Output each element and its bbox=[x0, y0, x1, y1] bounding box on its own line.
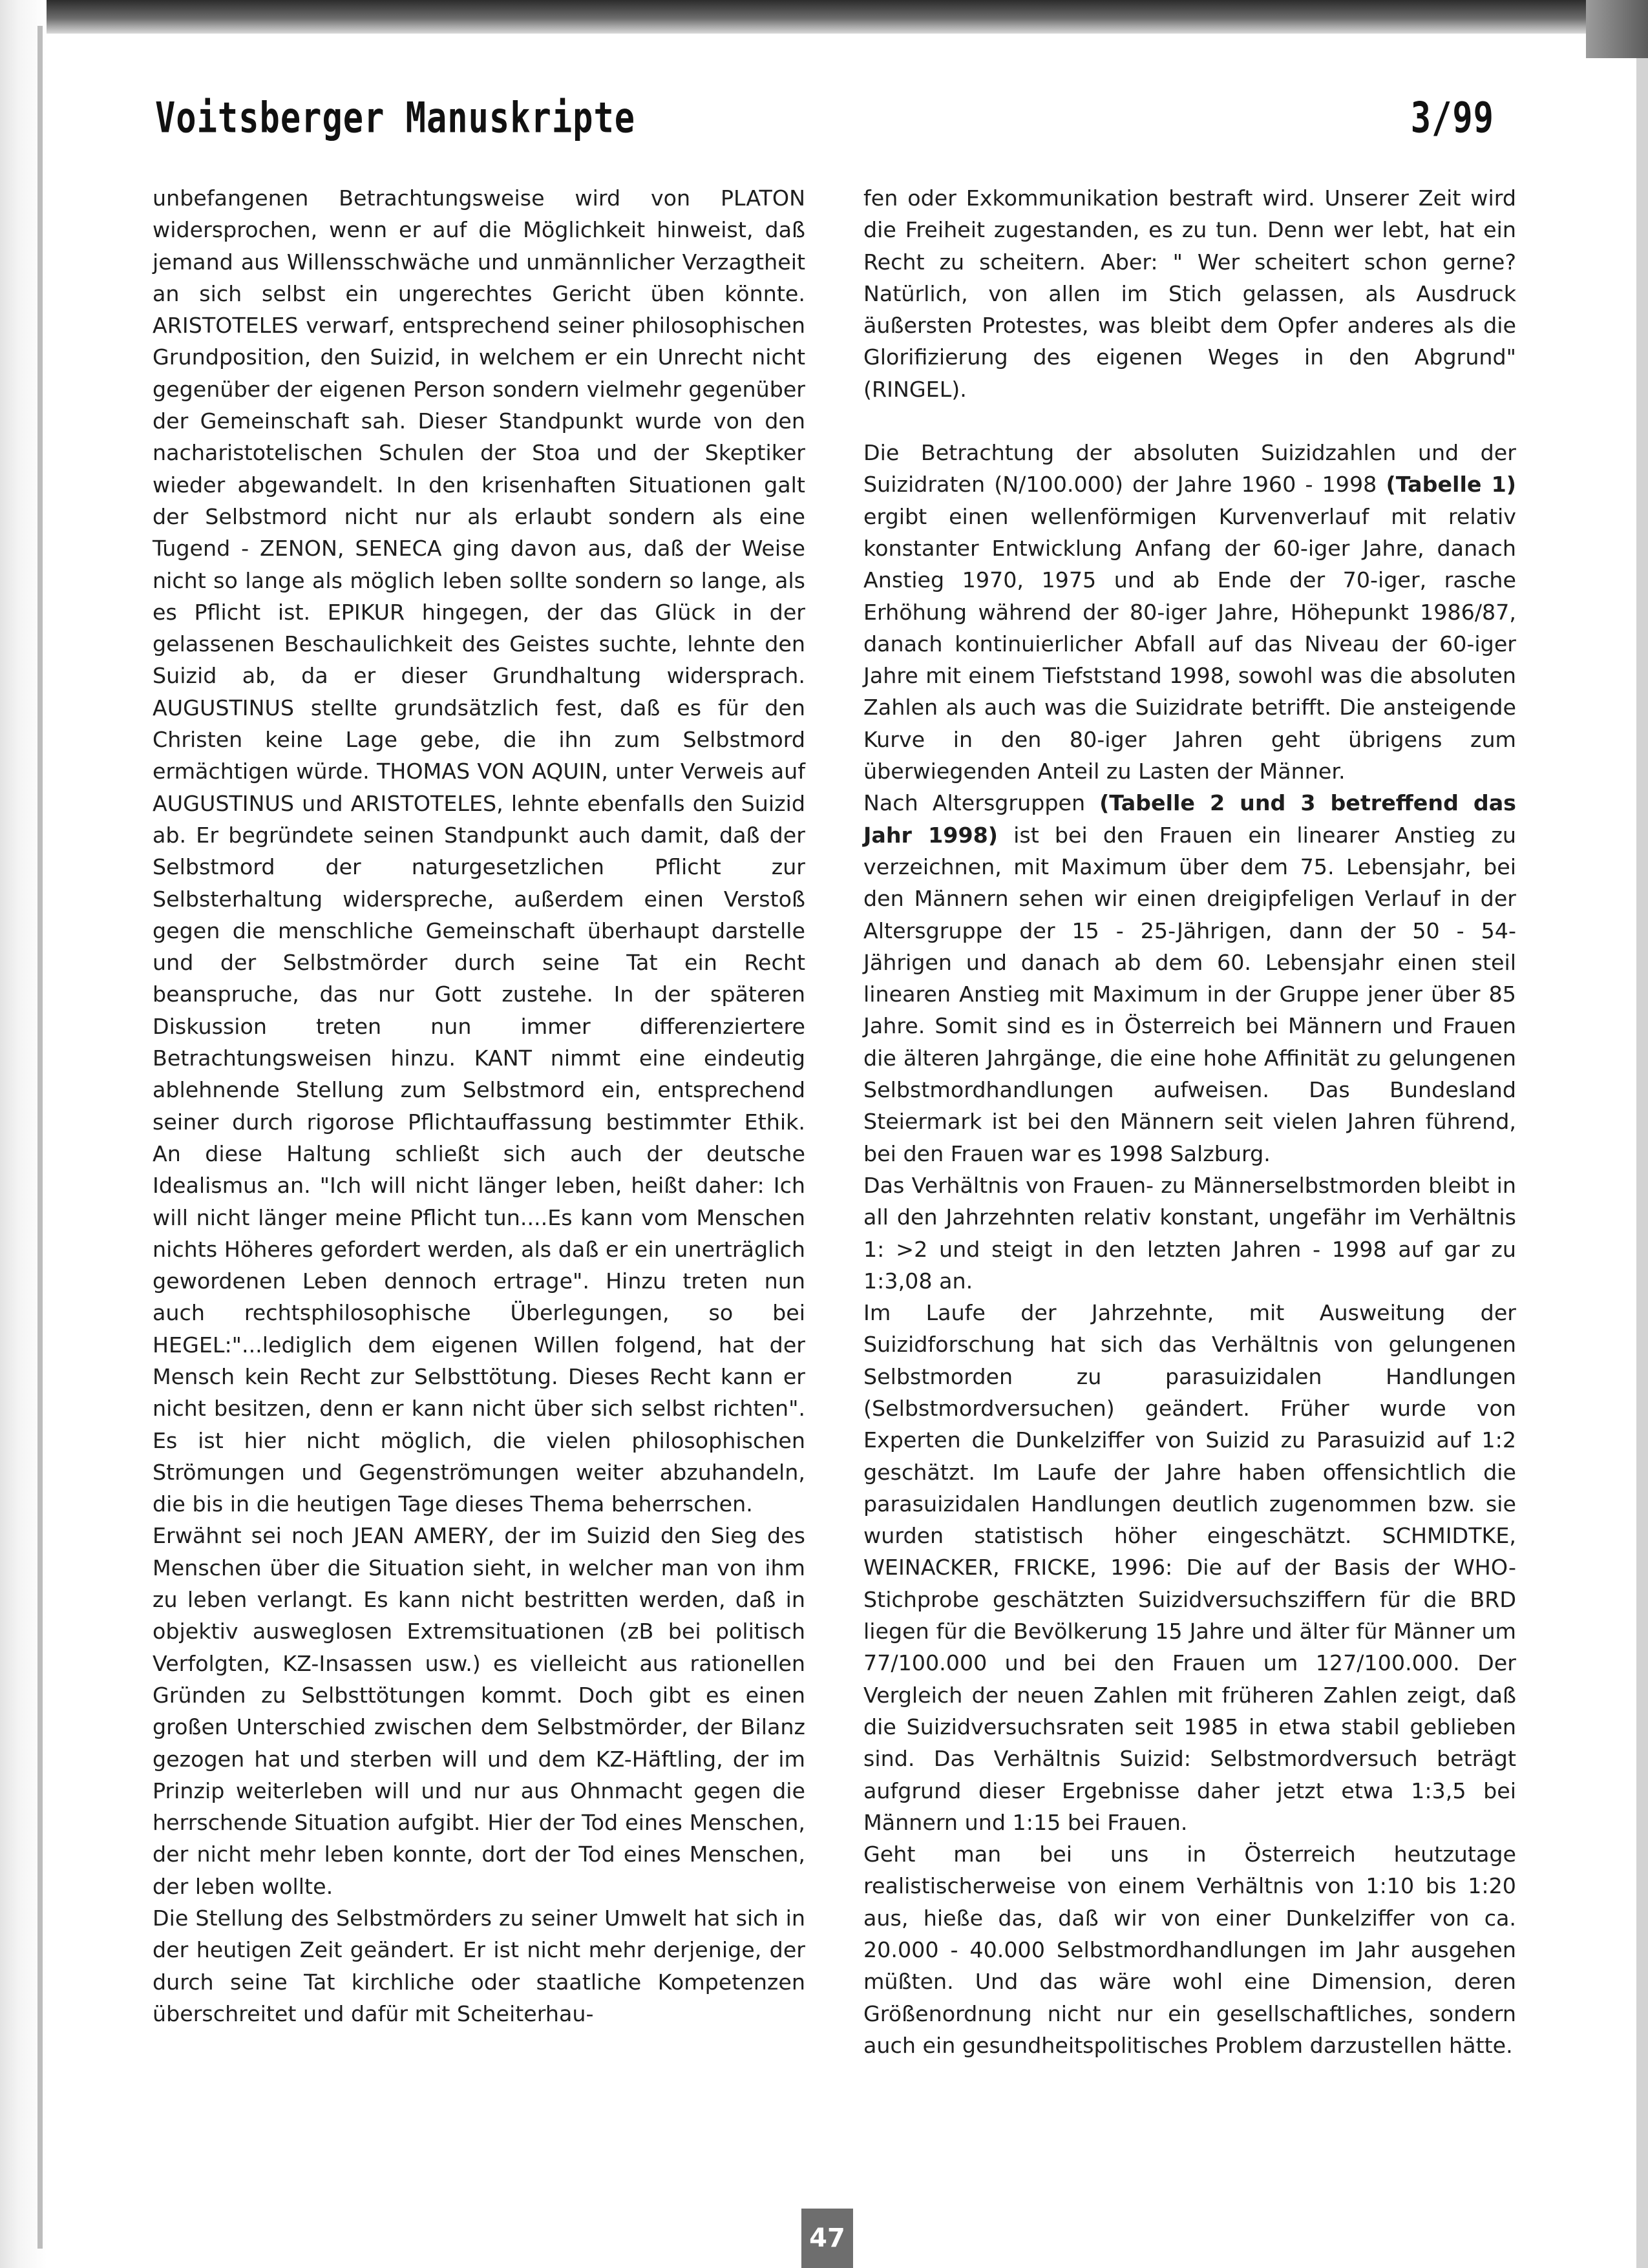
paragraph: fen oder Exkommunikation bestraft wird. Unserer Zeit wird die Freiheit zugestanden, es zu tun. Denn wer lebt, hat ein Recht zu scheitern. Aber: " Wer scheitert schon gerne? Natürlich, von allen im Stich gelassen, als Ausdruck äußersten Protestes, was bleibt dem Opfer anderes als die Glorifizierung des eigenen Weges in den Abgrund" (RINGEL). bbox=[863, 185, 1516, 402]
paragraph bbox=[863, 437, 1516, 787]
paragraph: Geht man bei uns in Österreich heutzutage realistischerweise von einem Verhältnis von 1:10 bis 1:20 aus, hieße das, daß wir von einer Dunkelziffer von ca. 20.000 - 40.000 Selbstmordhandlungen im Jahr ausgehen müßten. Und das wäre wohl eine Dimension, deren Größenordnung nicht nur ein gesellschaftliches, sondern auch ein gesundheitspolitisches Problem darzustellen hätte. bbox=[863, 1842, 1516, 2058]
right-column bbox=[863, 182, 1516, 2061]
scan-right-edge bbox=[1636, 58, 1648, 2268]
issue-number: 3/99 bbox=[1410, 94, 1494, 143]
paragraph-text: Nach Altersgruppen bbox=[863, 790, 1100, 816]
running-header bbox=[155, 96, 1494, 141]
paragraph-gap bbox=[863, 405, 1516, 437]
paragraph bbox=[863, 787, 1516, 1170]
paragraph: Erwähnt sei noch JEAN AMERY, der im Suizid den Sieg des Menschen über die Situation sieht, in welcher man von ihm zu leben verlangt. Es kann nicht bestritten werden, daß in objektiv ausweglosen Extremsituationen (zB bei politisch Verfolgten, KZ-Insassen usw.) es vielleicht aus rationellen Gründen zu Selbsttötungen kommt. Doch gibt es einen großen Unterschied zwischen dem Selbstmörder, der Bilanz gezogen hat und sterben will und dem KZ-Häftling, der im Prinzip weiterleben will und nur aus Ohnmacht gegen die herrschende Situation aufgibt. Hier der Tod eines Menschen, der nicht mehr leben konnte, dort der Tod eines Menschen, der leben wollte. bbox=[153, 1523, 805, 1899]
paragraph-text: Die Betrachtung der absoluten Suizidzahlen und der Suizidraten (N/100.000) der Jahre 1960 - 1998 bbox=[863, 440, 1516, 498]
table-reference: (Tabelle 1) bbox=[1386, 472, 1516, 498]
page-number: 47 bbox=[801, 2209, 853, 2268]
paragraph: Im Laufe der Jahrzehnte, mit Ausweitung der Suizidforschung hat sich das Verhältnis von gelungenen Selbstmorden zu parasuizidalen Handlungen (Selbstmordversuchen) geändert. Früher wurde von Experten die Dunkelziffer von Suizid zu Parasuizid auf 1:2 geschätzt. Im Laufe der Jahre haben offensichtlich die parasuizidalen Handlungen deutlich zugenommen bzw. sie wurden statistisch höher eingeschätzt. SCHMIDTKE, WEINACKER, FRICKE, 1996: Die auf der Basis der WHO-Stichprobe geschätzten Suizidversuchsziffern für die BRD liegen für die Bevölkerung 15 Jahre und älter für Männer um 77/100.000 und bei den Frauen um 127/100.000. Der Vergleich der neuen Zahlen mit früheren Zahlen zeigt, daß die Suizidversuchsraten seit 1985 in etwa stabil geblieben sind. Das Verhältnis Suizid: Selbstmordversuch beträgt aufgrund dieser Ergebnisse daher jetzt etwa 1:3,5 bei Männern und 1:15 bei Frauen. bbox=[863, 1300, 1516, 1835]
paragraph-text: ist bei den Frauen ein linearer Anstieg zu verzeichnen, mit Maximum über dem 75. Lebensjahr, bei den Männern sehen wir einen dreigipfeligen Verlauf in der Altersgruppe der 15 - 25-Jährigen, dann der 50 - 54-Jährigen und danach ab dem 60. Lebensjahr einen steil linearen Anstieg mit Maximum in der Gruppe jener über 85 Jahre. Somit sind es in Österreich bei Männern und Frauen die älteren Jahrgänge, die eine hohe Affinität zu gelungenen Selbstmordhandlungen aufweisen. Das Bundesland Steiermark ist bei den Männern seit vielen Jahren führend, bei den Frauen war es 1998 Salzburg. bbox=[863, 822, 1516, 1166]
paragraph-text: ergibt einen wellenförmigen Kurvenverlauf mit relativ konstanter Entwicklung Anfang der 60-iger Jahre, danach Anstieg 1970, 1975 und ab Ende der 70-iger, rasche Erhöhung während der 80-iger Jahre, Höhepunkt 1986/87, danach kontinuierlicher Abfall auf das Niveau der 60-iger Jahre mit einem Tiefststand 1998, sowohl was die absoluten Zahlen als auch was die Suizidrate betrifft. Die ansteigende Kurve in den 80-iger Jahren geht übrigens zum überwiegenden Anteil zu Lasten der Männer. bbox=[863, 503, 1516, 784]
paragraph: Die Stellung des Selbstmörders zu seiner Umwelt hat sich in der heutigen Zeit geändert. Er ist nicht mehr derjenige, der durch seine Tat kirchliche oder staatliche Kompetenzen überschreitet und dafür mit Scheiterhau- bbox=[153, 1906, 805, 2026]
paragraph: unbefangenen Betrachtungsweise wird von PLATON widersprochen, wenn er auf die Möglichkeit hinweist, daß jemand aus Willensschwäche und unmännlicher Verzagtheit an sich selbst ein ungerechtes Gericht üben könnte. ARISTOTELES verwarf, entsprechend seiner philosophischen Grundposition, den Suizid, in welchem er ein Unrecht nicht gegenüber der eigenen Person sondern vielmehr gegenüber der Gemeinschaft sah. Dieser Standpunkt wurde von den nacharistotelischen Schulen der Stoa und der Skeptiker wieder abgewandelt. In den krisenhaften Situationen galt der Selbstmord nicht nur als erlaubt sondern als eine Tugend - ZENON, SENECA ging davon aus, daß der Weise nicht so lange als möglich leben sollte sondern so lange, als es Pflicht ist. EPIKUR hingegen, der das Glück in der gelassenen Beschaulichkeit des Geistes suchte, lehnte den Suizid ab, da er dieser Grundhaltung widersprach. AUGUSTINUS stellte grundsätzlich fest, daß es für den Christen keine Lage gebe, die ihn zum Selbstmord ermächtigen würde. THOMAS VON AQUIN, unter Verweis auf AUGUSTINUS und ARISTOTELES, lehnte ebenfalls den Suizid ab. Er begründete seinen Standpunkt auch damit, daß der Selbstmord der naturgesetzlichen Pflicht zur Selbsterhaltung widerspreche, außerdem einen Verstoß gegen die menschliche Gemeinschaft überhaupt darstelle und der Selbstmörder durch seine Tat ein Recht beanspruche, das nur Gott zustehe. In der späteren Diskussion treten nun immer differenziertere Betrachtungsweisen hinzu. KANT nimmt eine eindeutig ablehnende Stellung zum Selbstmord ein, entsprechend seiner durch rigorose Pflichtauffassung bestimmter Ethik. An diese Haltung schließt sich auch der deutsche Idealismus an. "Ich will nicht länger leben, heißt daher: Ich will nicht länger meine Pflicht tun....Es kann vom Menschen nichts Höheres gefordert werden, als daß er ein unerträglich gewordenen Leben dennoch ertrage". Hinzu treten nun auch rechtsphilosophische Überlegungen, so bei HEGEL:"...lediglich dem eigenen Willen folgend, hat der Mensch kein Recht zur Selbsttötung. Dieses Recht kann er nicht besitzen, denn er kann nicht über sich selbst richten". Es ist hier nicht möglich, die vielen philosophischen Strömungen und Gegenströmungen weiter abzuhandeln, die bis in die heutigen Tage dieses Thema beherrschen. bbox=[153, 185, 805, 1517]
journal-title: Voitsberger Manuskripte bbox=[155, 94, 636, 143]
table-reference: (Tabelle 2 und 3 betreffend das Jahr 1998) bbox=[863, 790, 1516, 848]
page-fold-line bbox=[37, 26, 43, 2249]
left-column bbox=[153, 182, 805, 2030]
paragraph: Das Verhältnis von Frauen- zu Männerselbstmorden bleibt in all den Jahrzehnten relativ konstant, ungefähr im Verhältnis 1: >2 und steigt in den letzten Jahren - 1998 auf gar zu 1:3,08 an. bbox=[863, 1172, 1516, 1294]
scan-right-corner bbox=[1586, 0, 1648, 58]
scan-top-edge bbox=[0, 0, 1648, 34]
